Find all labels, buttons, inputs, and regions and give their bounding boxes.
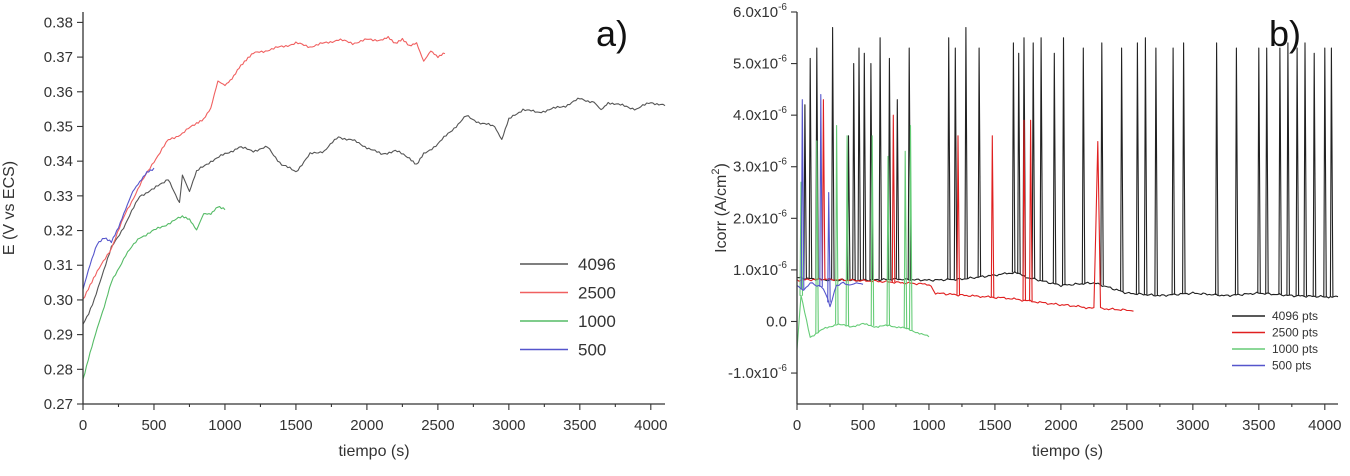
legend-label: 4096: [578, 254, 616, 274]
series-4096-pts: [797, 28, 1338, 298]
y-tick-label: 0.35: [43, 118, 73, 136]
x-tick-label: 500: [141, 417, 167, 434]
x-tick-label: 3500: [1242, 417, 1276, 434]
series-spike: [809, 58, 812, 278]
y-tick-label: [733, 105, 787, 124]
y-tick-label-base: 4.0x10: [733, 107, 779, 125]
series-spike: [822, 100, 825, 280]
legend-label: 500 pts: [1272, 358, 1312, 373]
series-spike: [1053, 53, 1056, 283]
series-spike: [1296, 48, 1299, 296]
y-tick-label-exponent: -6: [778, 208, 787, 220]
chart-panel-a: [1, 12, 667, 460]
series-spike: [1121, 48, 1124, 291]
y-tick-label: 0.36: [43, 83, 73, 101]
series-spike: [858, 48, 861, 280]
series-spike: [853, 64, 856, 281]
y-tick-label-base: 6.0x10: [733, 4, 779, 21]
x-tick-label: 1000: [912, 417, 946, 434]
y-tick-label: 0.30: [43, 291, 73, 309]
x-axis-title: tiempo (s): [338, 443, 410, 460]
x-tick-label: 2000: [350, 417, 384, 434]
y-tick-label: 0.27: [43, 396, 73, 413]
legend: [1232, 309, 1318, 373]
series-spike: [828, 193, 831, 303]
x-tick-label: 1000: [208, 417, 242, 434]
y-axis-title: E (V vs ECS): [1, 160, 18, 256]
y-axis-title-text: Icorr (A/cm: [713, 174, 730, 253]
x-tick-label: 3000: [1176, 417, 1210, 434]
series-spike: [1266, 48, 1269, 294]
y-tick-label-exponent: -6: [778, 105, 787, 117]
series-spike: [954, 48, 957, 279]
series-line: [83, 37, 445, 300]
series-spike: [1101, 43, 1104, 285]
series-line: [83, 168, 154, 289]
x-tick-label: 0: [792, 417, 802, 434]
y-axis-title-close: ): [713, 163, 730, 169]
series-spike: [863, 53, 866, 280]
x-axis-title: tiempo (s): [1031, 443, 1104, 460]
series-spike: [1287, 43, 1290, 296]
x-tick-label: 1500: [978, 417, 1012, 434]
y-tick-label-exponent: -6: [778, 259, 787, 271]
series-spike: [1183, 43, 1186, 294]
y-tick-label-base: 1.0x10: [733, 261, 779, 279]
chart-panel-b: [710, 2, 1341, 460]
y-tick-label: 0.38: [43, 14, 73, 32]
series-line: [797, 272, 1338, 298]
series-spike: [1082, 48, 1085, 284]
legend-label: 1000 pts: [1272, 342, 1319, 357]
x-tick-label: 1500: [279, 417, 313, 434]
x-tick-label: 3500: [563, 417, 597, 434]
series-spike: [1330, 48, 1333, 297]
series-spike: [896, 100, 899, 280]
x-tick-label: 3000: [492, 417, 526, 434]
y-axis-title: [710, 163, 730, 253]
series-spike: [1040, 38, 1043, 281]
y-tick-label-base: -1.0x10: [728, 365, 779, 383]
y-tick-label: 0.33: [43, 187, 73, 205]
legend-label: 4096 pts: [1272, 309, 1319, 324]
legend-label: 2500: [578, 283, 616, 303]
y-tick-label: 0.28: [43, 361, 73, 379]
series-spike: [978, 48, 981, 277]
series-spike: [1313, 53, 1316, 296]
y-axis-title-superscript: 2: [710, 168, 722, 175]
x-tick-label: 4000: [634, 417, 668, 434]
series-spike: [948, 38, 951, 280]
series-spike: [1304, 43, 1307, 296]
series-spike: [1144, 38, 1147, 295]
series-spike: [1279, 48, 1282, 295]
panel-label: a): [595, 13, 629, 54]
series-spike: [1155, 48, 1158, 295]
y-tick-label: 0.31: [43, 257, 73, 275]
y-tick-label-base: 0.0: [766, 313, 787, 331]
x-tick-label: 2500: [1110, 417, 1144, 434]
series-spike: [836, 126, 839, 325]
y-tick-label: 0.29: [43, 326, 73, 344]
y-tick-label: [733, 157, 787, 176]
y-tick-label: 0.34: [43, 153, 73, 171]
x-tick-label: 0: [78, 417, 88, 434]
y-tick-label-exponent: -6: [778, 363, 787, 375]
series-spike: [804, 105, 807, 278]
series-spike: [965, 28, 968, 279]
series-spike: [1216, 43, 1219, 295]
x-tick-label: 2000: [1044, 417, 1078, 434]
y-tick-label-exponent: -6: [778, 53, 787, 65]
series-1000: [83, 207, 225, 380]
series-line: [83, 207, 225, 380]
series-spike: [1030, 120, 1033, 301]
legend-label: 1000: [578, 311, 616, 331]
y-tick-label: [733, 260, 787, 279]
series-spike: [1063, 38, 1066, 285]
series-spike: [904, 151, 907, 328]
y-tick-label: [733, 2, 787, 21]
series-spike: [832, 28, 835, 281]
series-spike: [879, 38, 882, 280]
y-tick-label-base: 5.0x10: [733, 55, 779, 73]
series-spike: [1235, 48, 1238, 295]
y-tick-label: 0.37: [43, 49, 73, 67]
y-tick-label-exponent: -6: [778, 2, 787, 13]
legend: [520, 255, 616, 360]
series-spike: [871, 136, 874, 326]
series-spike: [910, 126, 913, 331]
series-spike: [991, 136, 994, 297]
legend-label: 2500 pts: [1272, 325, 1319, 340]
series-spike: [892, 115, 895, 282]
series-spike: [1324, 48, 1327, 297]
y-tick-label: 0.32: [43, 222, 73, 240]
y-tick-label-exponent: -6: [778, 156, 787, 168]
y-tick-label: [733, 208, 787, 227]
legend-label: 500: [578, 340, 607, 360]
x-tick-label: 4000: [1308, 417, 1342, 434]
series-spike: [957, 136, 960, 295]
y-tick-label: [728, 363, 787, 382]
series-spike: [1018, 53, 1021, 274]
y-tick-label-base: 3.0x10: [733, 158, 779, 176]
x-tick-label: 500: [850, 417, 876, 434]
series-spike: [1136, 43, 1139, 294]
series-spike: [1258, 48, 1261, 293]
x-tick-label: 2500: [421, 417, 455, 434]
series-spike: [820, 95, 823, 287]
panel-label: b): [1268, 13, 1302, 54]
series-spike: [1172, 48, 1175, 295]
y-tick-label: [766, 313, 787, 330]
series-spike: [1012, 43, 1015, 273]
series-2500: [83, 37, 445, 300]
y-tick-label: [733, 54, 787, 73]
y-tick-label-base: 2.0x10: [733, 210, 779, 228]
series-500: [83, 168, 154, 289]
series-spike: [1032, 43, 1035, 279]
